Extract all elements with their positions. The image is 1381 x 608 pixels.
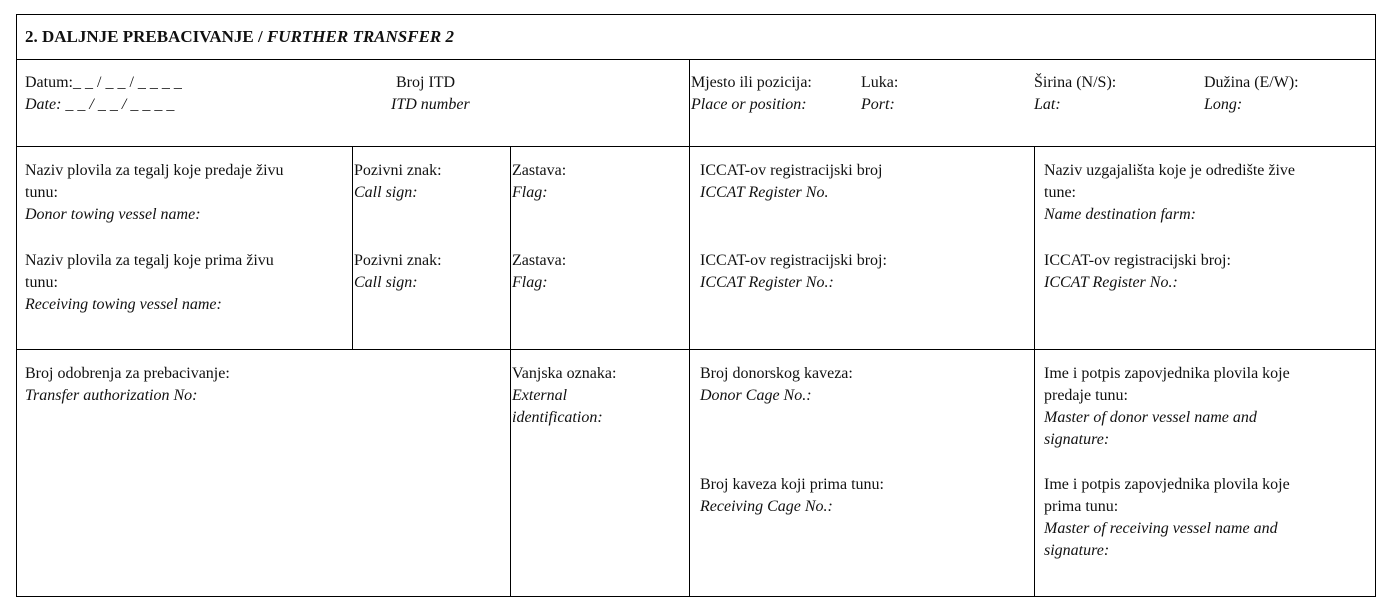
external-id-label-hr: Vanjska oznaka:	[512, 365, 617, 382]
farm-label-hr: Naziv uzgajališta koje je odredište žive	[1044, 162, 1296, 179]
iccat-label-en: ICCAT Register No.	[700, 184, 829, 201]
port-label-hr: Luka:	[861, 74, 899, 91]
master-donor-label-hr-cont: predaje tunu:	[1044, 387, 1128, 404]
port-label-en: Port:	[861, 96, 895, 113]
long-label-hr: Dužina (E/W):	[1204, 74, 1299, 91]
call-sign-label-en: Call sign:	[354, 184, 418, 201]
external-id-label-en-cont: identification:	[512, 409, 603, 426]
receiving-vessel-label-hr: Naziv plovila za tegalj koje prima živu	[25, 252, 274, 269]
date-label-en: Date: _ _ / _ _ / _ _ _ _	[25, 96, 175, 113]
transfer-auth-label-en: Transfer authorization No:	[25, 387, 198, 404]
donor-vessel-label-hr: Naziv plovila za tegalj koje predaje živu	[25, 162, 284, 179]
iccat-label-hr: ICCAT-ov registracijski broj	[700, 162, 883, 179]
master-receiving-label-en: Master of receiving vessel name and	[1044, 520, 1278, 537]
call-sign-label-en-2: Call sign:	[354, 274, 418, 291]
external-id-label-en: External	[512, 387, 568, 404]
divider-title	[16, 59, 1376, 60]
transfer-auth-label-hr: Broj odobrenja za prebacivanje:	[25, 365, 230, 382]
farm-label-en: Name destination farm:	[1044, 206, 1196, 223]
receiving-cage-label-en: Receiving Cage No.:	[700, 498, 833, 515]
donor-cage-label-hr: Broj donorskog kaveza:	[700, 365, 853, 382]
donor-cage-label-en: Donor Cage No.:	[700, 387, 812, 404]
farm-iccat-label-en: ICCAT Register No.:	[1044, 274, 1178, 291]
flag-label-en: Flag:	[512, 184, 548, 201]
master-receiving-label-hr: Ime i potpis zapovjednika plovila koje	[1044, 476, 1290, 493]
iccat-label-en-2: ICCAT Register No.:	[700, 274, 834, 291]
lat-label-hr: Širina (N/S):	[1034, 74, 1117, 91]
itd-label-hr: Broj ITD	[396, 74, 456, 91]
lat-label-en: Lat:	[1034, 96, 1061, 113]
flag-label-hr: Zastava:	[512, 162, 567, 179]
master-donor-label-hr: Ime i potpis zapovjednika plovila koje	[1044, 365, 1290, 382]
divider-col-farm	[1034, 146, 1035, 597]
master-donor-label-en-cont: signature:	[1044, 431, 1110, 448]
receiving-vessel-label-en: Receiving towing vessel name:	[25, 296, 222, 313]
iccat-label-hr-2: ICCAT-ov registracijski broj:	[700, 252, 887, 269]
receiving-cage-label-hr: Broj kaveza koji prima tunu:	[700, 476, 884, 493]
master-receiving-label-hr-cont: prima tunu:	[1044, 498, 1119, 515]
flag-label-en-2: Flag:	[512, 274, 548, 291]
date-label-hr: Datum:_ _ / _ _ / _ _ _ _	[25, 74, 182, 91]
donor-vessel-label-en: Donor towing vessel name:	[25, 206, 201, 223]
call-sign-label-hr-2: Pozivni znak:	[354, 252, 442, 269]
master-receiving-label-en-cont: signature:	[1044, 542, 1110, 559]
flag-label-hr-2: Zastava:	[512, 252, 567, 269]
place-label-hr: Mjesto ili pozicija:	[691, 74, 812, 91]
divider-col-callsign	[352, 146, 353, 349]
donor-vessel-label-hr-cont: tunu:	[25, 184, 58, 201]
master-donor-label-en: Master of donor vessel name and	[1044, 409, 1257, 426]
section-title: 2. DALJNJE PREBACIVANJE / FURTHER TRANSFER 2	[25, 27, 455, 46]
divider-row2	[16, 349, 1376, 350]
place-label-en: Place or position:	[691, 96, 807, 113]
receiving-vessel-label-hr-cont: tunu:	[25, 274, 58, 291]
divider-col-place	[689, 59, 690, 597]
long-label-en: Long:	[1204, 96, 1243, 113]
call-sign-label-hr: Pozivni znak:	[354, 162, 442, 179]
itd-label-en: ITD number	[391, 96, 470, 113]
divider-row1	[16, 146, 1376, 147]
farm-iccat-label-hr: ICCAT-ov registracijski broj:	[1044, 252, 1231, 269]
divider-col-flag	[510, 146, 511, 597]
farm-label-hr-cont: tune:	[1044, 184, 1076, 201]
